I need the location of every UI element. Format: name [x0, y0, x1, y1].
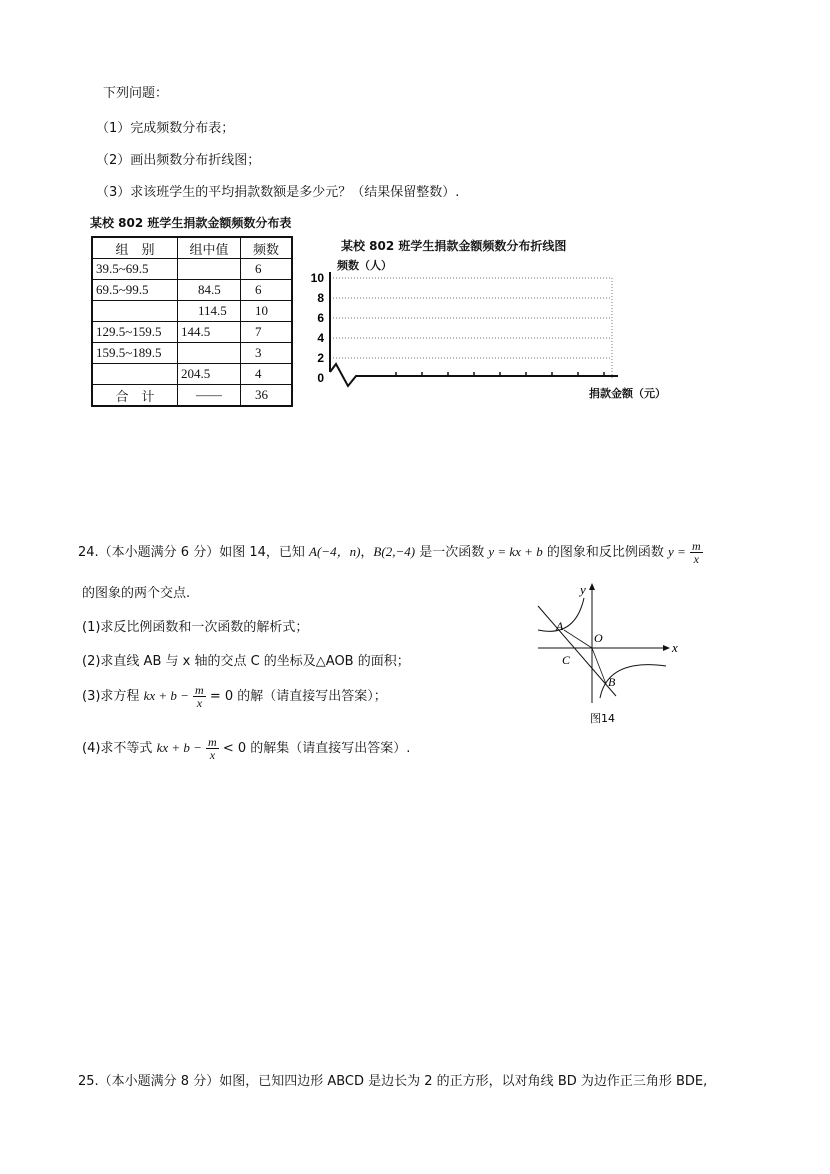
header-frequency: 频数	[241, 237, 293, 259]
header-midpoint: 组中值	[178, 237, 241, 259]
fraction-m-over-x	[193, 684, 206, 709]
header-group: 组 别	[92, 237, 178, 259]
frac-num: m	[691, 539, 701, 553]
question-1: （1）完成频数分布表；	[96, 121, 235, 136]
table-total-row	[92, 385, 292, 407]
table-row	[92, 322, 292, 343]
cell-group: 159.5~189.5	[92, 343, 178, 364]
linear-function: y = kx + b	[488, 544, 543, 559]
cell-total-frequency: 36	[241, 385, 293, 407]
frac-num: m	[208, 735, 217, 749]
frac-den: x	[196, 696, 203, 710]
point-b: B(2,−4)	[373, 544, 416, 559]
p25-statement: 25.（本小题满分 8 分）如图，已知四边形 ABCD 是边长为 2 的正方形，以对角线 BD 为边作正三角形 BDE,	[78, 1074, 708, 1089]
cell-group	[92, 364, 178, 385]
intro-text: 下列问题：	[103, 86, 169, 101]
label-x: x	[672, 640, 678, 655]
cell-group: 39.5~69.5	[92, 259, 178, 280]
point-a: A(−4，n)	[309, 544, 361, 559]
chart-title: 某校 802 班学生捐款金额频数分布折线图	[341, 239, 567, 253]
segment-oa	[564, 630, 592, 648]
frequency-line-chart	[300, 260, 620, 400]
cell-frequency: 4	[241, 364, 293, 385]
cell-midpoint: 204.5	[178, 364, 241, 385]
label-o: O	[594, 631, 603, 645]
cell-frequency: 10	[241, 301, 293, 322]
cell-midpoint: 114.5	[178, 301, 241, 322]
figure-14	[520, 578, 690, 728]
y-tick-label: 6	[317, 311, 324, 325]
p24-statement	[78, 540, 703, 565]
cell-frequency: 6	[241, 280, 293, 301]
cell-total-midpoint: ——	[178, 385, 241, 407]
question-3: （3）求该班学生的平均捐款数额是多少元？（结果保留整数）.	[96, 185, 460, 200]
cell-frequency: 3	[241, 343, 293, 364]
frequency-table	[91, 236, 293, 407]
label-b: B	[608, 675, 616, 689]
p24-mid2: 的图象和反比例函数	[546, 545, 664, 560]
frac-num: m	[195, 683, 204, 697]
p24-s3a: (3)求方程	[82, 689, 140, 704]
chart-ylabel: 频数（人）	[337, 259, 392, 272]
p24-sub-1: (1)求反比例函数和一次函数的解析式；	[82, 620, 309, 635]
cell-midpoint	[178, 259, 241, 280]
p24-head: 24.（本小题满分 6 分）如图 14，已知	[78, 545, 305, 560]
y-tick-label: 8	[317, 291, 324, 305]
cell-group	[92, 301, 178, 322]
line-ab	[538, 606, 616, 696]
fraction-m-over-x	[690, 540, 703, 565]
cell-midpoint	[178, 343, 241, 364]
p24-s3-expr: kx + b −	[143, 688, 189, 703]
p24-sep: ，	[360, 545, 374, 560]
p24-s3b: = 0 的解（请直接写出答案）；	[209, 689, 387, 704]
label-y: y	[580, 582, 586, 597]
table-row	[92, 364, 292, 385]
table-row	[92, 301, 292, 322]
table-title: 某校 802 班学生捐款金额频数分布表	[90, 216, 292, 230]
chart-xlabel: 捐款金额（元）	[589, 387, 666, 400]
cell-midpoint: 144.5	[178, 322, 241, 343]
y-axis-arrow	[589, 583, 595, 590]
p24-s4b: < 0 的解集（请直接写出答案）.	[222, 741, 411, 756]
cell-group: 129.5~159.5	[92, 322, 178, 343]
table-row	[92, 280, 292, 301]
question-2: （2）画出频数分布折线图；	[96, 153, 261, 168]
label-c: C	[562, 653, 571, 667]
cell-frequency: 7	[241, 322, 293, 343]
table-row	[92, 343, 292, 364]
p24-sub-2: (2)求直线 AB 与 x 轴的交点 C 的坐标及△AOB 的面积；	[82, 654, 410, 669]
y-tick-label: 0	[317, 371, 324, 385]
inverse-function-lhs: y =	[668, 544, 686, 559]
frac-den: x	[693, 552, 699, 566]
fraction-m-over-x	[206, 736, 219, 761]
cell-total-label: 合 计	[92, 385, 178, 407]
label-a: A	[556, 619, 564, 633]
p24-sub-4	[82, 736, 410, 761]
p24-sub-3	[82, 684, 387, 709]
p24-s4-expr: kx + b −	[156, 740, 202, 755]
p24-s4a: (4)求不等式	[82, 741, 153, 756]
p24-mid: 是一次函数	[419, 545, 485, 560]
cell-frequency: 6	[241, 259, 293, 280]
table-header-row	[92, 237, 292, 259]
x-axis-arrow	[663, 645, 670, 651]
y-tick-label: 2	[317, 351, 324, 365]
axis-break-zigzag	[330, 364, 370, 386]
frac-den: x	[209, 748, 216, 762]
p24-cont: 的图象的两个交点.	[82, 586, 191, 601]
y-tick-label: 4	[317, 331, 324, 345]
y-tick-label: 10	[310, 271, 324, 285]
cell-midpoint: 84.5	[178, 280, 241, 301]
figure-caption: 图14	[590, 712, 615, 725]
segment-ob	[592, 648, 606, 684]
cell-group: 69.5~99.5	[92, 280, 178, 301]
table-row	[92, 259, 292, 280]
